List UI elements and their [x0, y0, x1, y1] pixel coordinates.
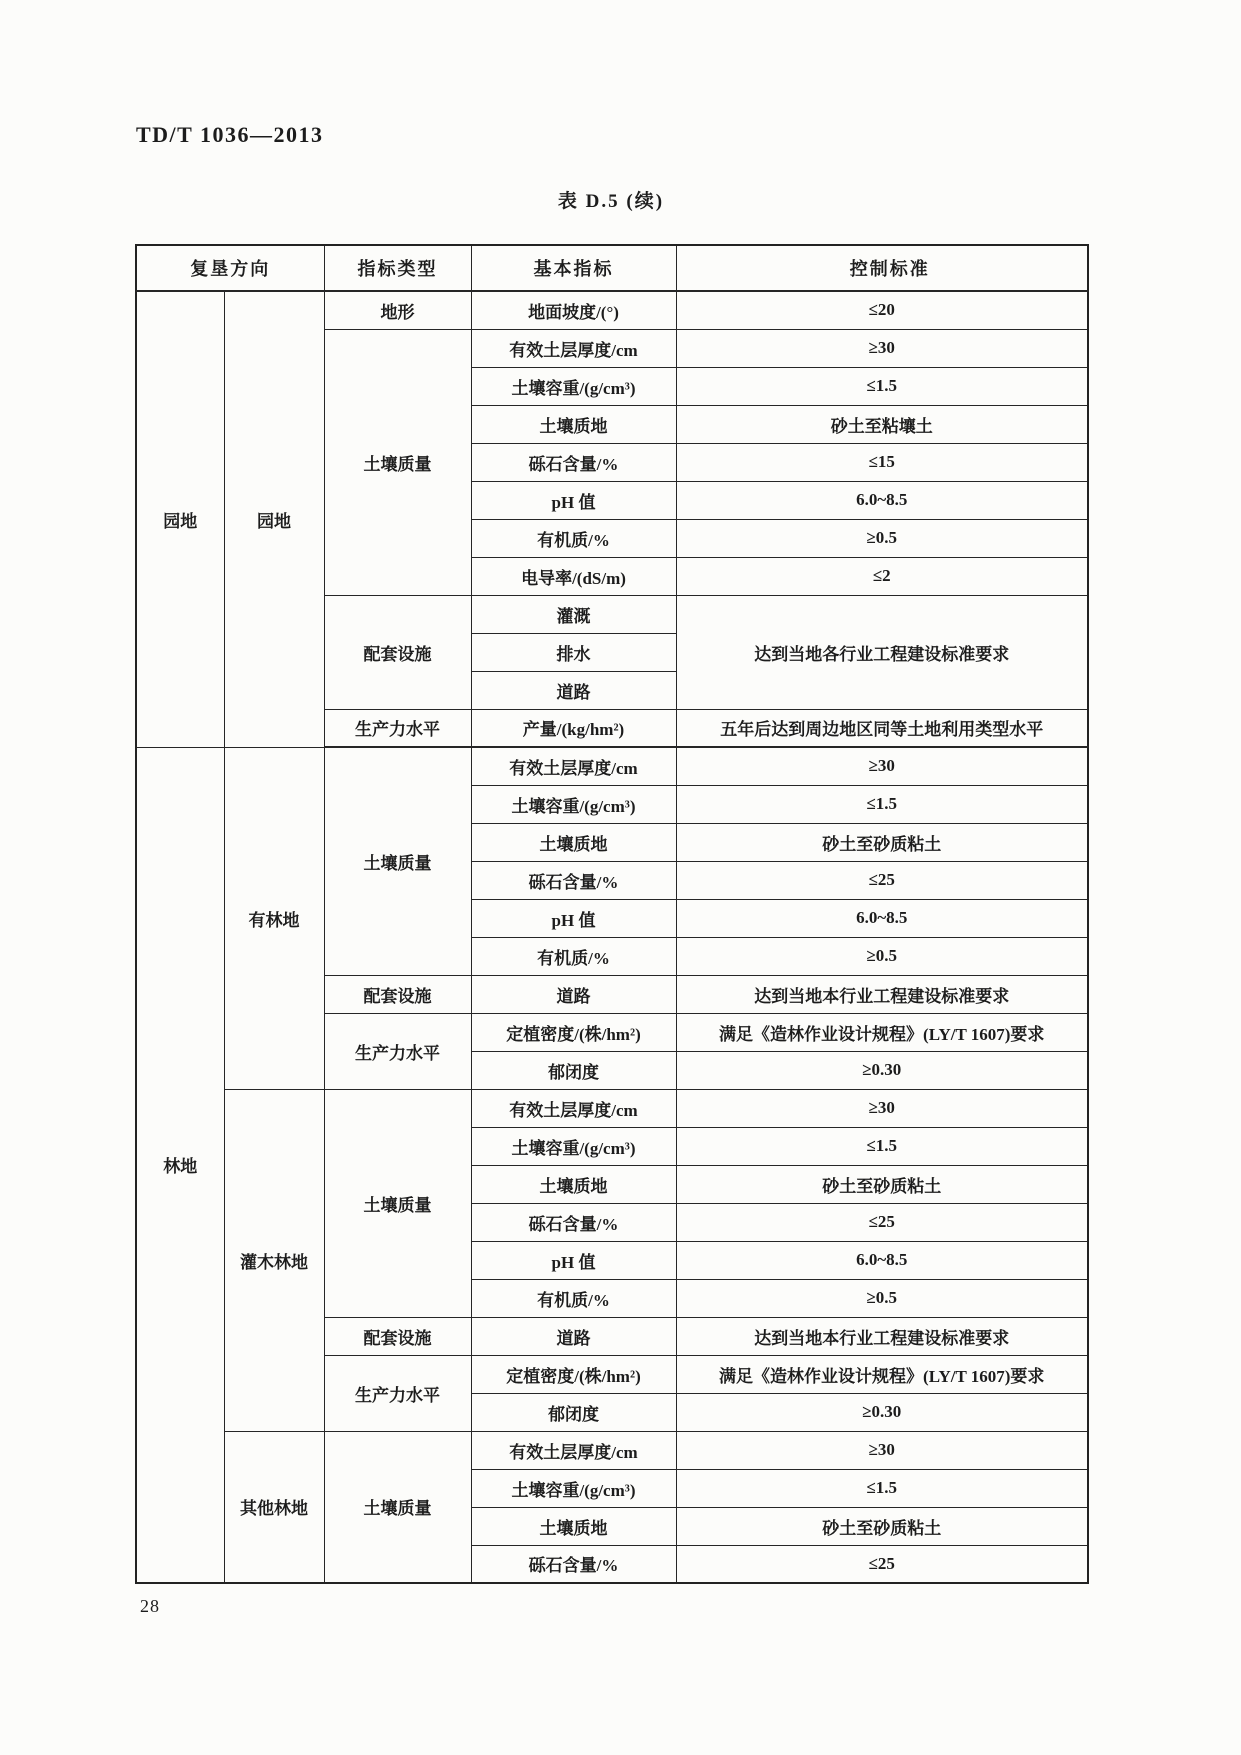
basic-indicator-cell: 有效土层厚度/cm [471, 747, 676, 785]
basic-indicator-cell: pH 值 [471, 899, 676, 937]
control-standard-cell: 6.0~8.5 [676, 481, 1088, 519]
control-standard-cell: ≤25 [676, 861, 1088, 899]
control-standard-cell: ≤20 [676, 291, 1088, 329]
basic-indicator-cell: 排水 [471, 633, 676, 671]
basic-indicator-cell: 土壤质地 [471, 1165, 676, 1203]
basic-indicator-cell: 土壤质地 [471, 823, 676, 861]
basic-indicator-cell: 电导率/(dS/m) [471, 557, 676, 595]
basic-indicator-cell: 有机质/% [471, 937, 676, 975]
basic-indicator-cell: 有效土层厚度/cm [471, 1089, 676, 1127]
control-standard-cell: ≤25 [676, 1203, 1088, 1241]
control-standard-cell: ≥0.30 [676, 1051, 1088, 1089]
indicator-type-cell: 配套设施 [324, 975, 471, 1013]
direction-sub-cell: 有林地 [224, 747, 324, 1089]
header-control-standard: 控制标准 [676, 245, 1088, 291]
direction-sub-cell: 园地 [224, 291, 324, 747]
page-number: 28 [140, 1596, 160, 1616]
header-basic-indicator: 基本指标 [471, 245, 676, 291]
basic-indicator-cell: 土壤容重/(g/cm³) [471, 367, 676, 405]
basic-indicator-cell: 道路 [471, 975, 676, 1013]
basic-indicator-cell: 有机质/% [471, 519, 676, 557]
control-standard-cell: 砂土至砂质粘土 [676, 823, 1088, 861]
control-standard-cell: ≤1.5 [676, 785, 1088, 823]
control-standard-cell: 达到当地本行业工程建设标准要求 [676, 1317, 1088, 1355]
indicator-type-cell: 地形 [324, 291, 471, 329]
indicator-type-cell: 配套设施 [324, 1317, 471, 1355]
control-standard-cell: 砂土至砂质粘土 [676, 1507, 1088, 1545]
control-standard-cell: ≥0.5 [676, 1279, 1088, 1317]
standards-table [135, 244, 1089, 1584]
basic-indicator-cell: 土壤容重/(g/cm³) [471, 785, 676, 823]
control-standard-cell: ≤1.5 [676, 1469, 1088, 1507]
basic-indicator-cell: 定植密度/(株/hm²) [471, 1355, 676, 1393]
basic-indicator-cell: 定植密度/(株/hm²) [471, 1013, 676, 1051]
table-title: 表 D.5 (续) [557, 191, 665, 212]
basic-indicator-cell: 土壤容重/(g/cm³) [471, 1127, 676, 1165]
basic-indicator-cell: 郁闭度 [471, 1051, 676, 1089]
basic-indicator-cell: 道路 [471, 671, 676, 709]
control-standard-cell: ≤2 [676, 557, 1088, 595]
table-body [136, 291, 1088, 1583]
table-row [136, 291, 1088, 329]
basic-indicator-cell: 土壤容重/(g/cm³) [471, 1469, 676, 1507]
basic-indicator-cell: 土壤质地 [471, 1507, 676, 1545]
basic-indicator-cell: 土壤质地 [471, 405, 676, 443]
table-header [136, 245, 1088, 291]
indicator-type-cell: 配套设施 [324, 595, 471, 709]
control-standard-cell: 满足《造林作业设计规程》(LY/T 1607)要求 [676, 1013, 1088, 1051]
table-row [136, 1089, 1088, 1127]
table-row [136, 747, 1088, 785]
control-standard-cell: 五年后达到周边地区同等土地利用类型水平 [676, 709, 1088, 747]
control-standard-cell: 6.0~8.5 [676, 1241, 1088, 1279]
basic-indicator-cell: pH 值 [471, 481, 676, 519]
basic-indicator-cell: 地面坡度/(°) [471, 291, 676, 329]
indicator-type-cell: 土壤质量 [324, 1089, 471, 1317]
control-standard-cell: ≥30 [676, 1431, 1088, 1469]
header-indicator-type: 指标类型 [324, 245, 471, 291]
control-standard-cell: ≥30 [676, 747, 1088, 785]
basic-indicator-cell: 有机质/% [471, 1279, 676, 1317]
control-standard-cell: 6.0~8.5 [676, 899, 1088, 937]
basic-indicator-cell: 灌溉 [471, 595, 676, 633]
control-standard-cell: 达到当地各行业工程建设标准要求 [676, 595, 1088, 709]
basic-indicator-cell: 砾石含量/% [471, 861, 676, 899]
control-standard-cell: ≥0.5 [676, 519, 1088, 557]
control-standard-cell: ≤25 [676, 1545, 1088, 1583]
table-header-row [136, 245, 1088, 291]
control-standard-cell: 砂土至砂质粘土 [676, 1165, 1088, 1203]
basic-indicator-cell: 道路 [471, 1317, 676, 1355]
control-standard-cell: 达到当地本行业工程建设标准要求 [676, 975, 1088, 1013]
basic-indicator-cell: 砾石含量/% [471, 1545, 676, 1583]
basic-indicator-cell: 郁闭度 [471, 1393, 676, 1431]
control-standard-cell: 砂土至粘壤土 [676, 405, 1088, 443]
control-standard-cell: 满足《造林作业设计规程》(LY/T 1607)要求 [676, 1355, 1088, 1393]
control-standard-cell: ≤15 [676, 443, 1088, 481]
direction-cell: 林地 [136, 747, 224, 1583]
header-direction: 复垦方向 [136, 245, 324, 291]
basic-indicator-cell: 有效土层厚度/cm [471, 1431, 676, 1469]
control-standard-cell: ≥30 [676, 329, 1088, 367]
direction-cell: 园地 [136, 291, 224, 747]
basic-indicator-cell: 砾石含量/% [471, 1203, 676, 1241]
indicator-type-cell: 生产力水平 [324, 709, 471, 747]
direction-sub-cell: 灌木林地 [224, 1089, 324, 1431]
direction-sub-cell: 其他林地 [224, 1431, 324, 1583]
indicator-type-cell: 生产力水平 [324, 1355, 471, 1431]
control-standard-cell: ≥30 [676, 1089, 1088, 1127]
standard-code: TD/T 1036—2013 [136, 122, 324, 147]
indicator-type-cell: 土壤质量 [324, 1431, 471, 1583]
basic-indicator-cell: 有效土层厚度/cm [471, 329, 676, 367]
indicator-type-cell: 土壤质量 [324, 747, 471, 975]
table-row [136, 1431, 1088, 1469]
control-standard-cell: ≤1.5 [676, 1127, 1088, 1165]
basic-indicator-cell: 砾石含量/% [471, 443, 676, 481]
control-standard-cell: ≥0.30 [676, 1393, 1088, 1431]
basic-indicator-cell: pH 值 [471, 1241, 676, 1279]
control-standard-cell: ≤1.5 [676, 367, 1088, 405]
indicator-type-cell: 生产力水平 [324, 1013, 471, 1089]
indicator-type-cell: 土壤质量 [324, 329, 471, 595]
control-standard-cell: ≥0.5 [676, 937, 1088, 975]
basic-indicator-cell: 产量/(kg/hm²) [471, 709, 676, 747]
